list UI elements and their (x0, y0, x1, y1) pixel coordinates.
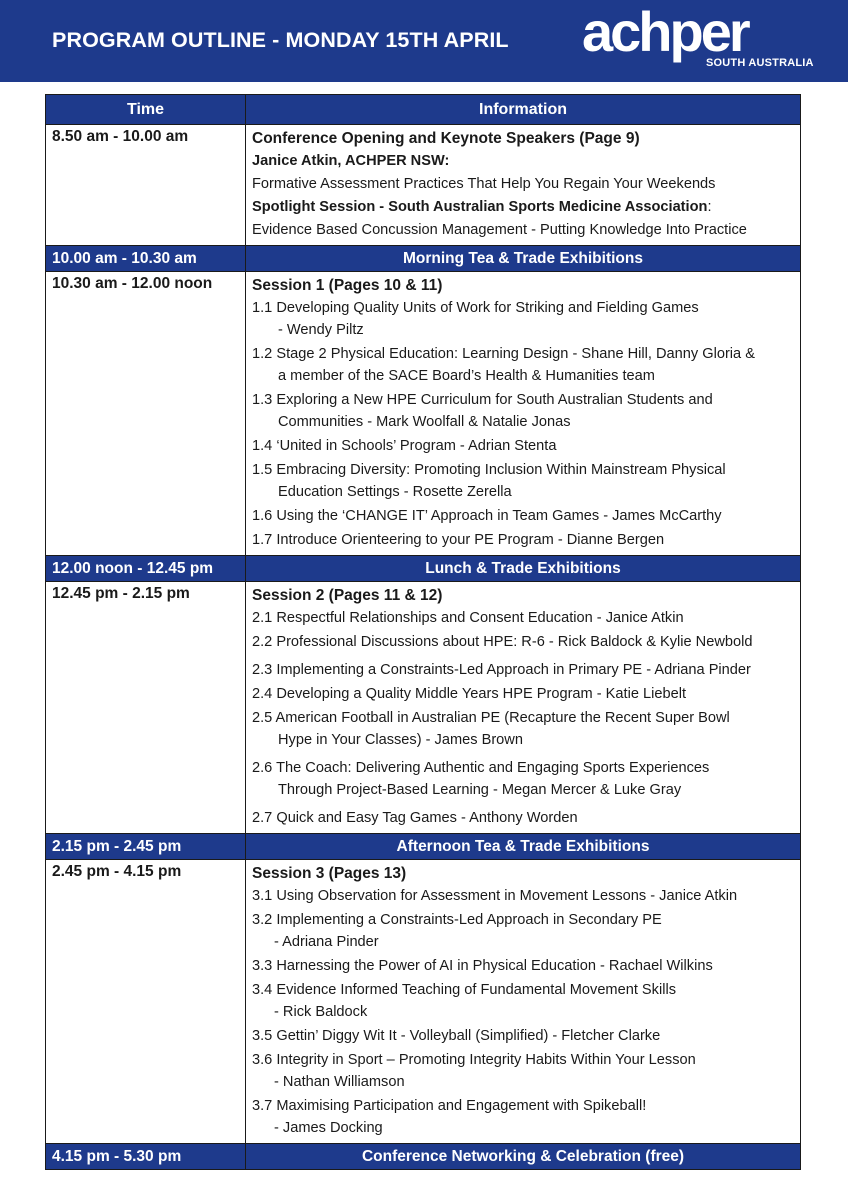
table-row-opening (46, 125, 801, 246)
item-text: 2.7 Quick and Easy Tag Games - Anthony Worden (252, 810, 578, 826)
item-text: 3.6 Integrity in Sport – Promoting Integrity Habits Within Your Lesson (252, 1052, 696, 1068)
time-cell: 12.45 pm - 2.15 pm (46, 582, 246, 834)
item-text: 3.5 Gettin’ Diggy Wit It - Volleyball (Simplified) - Fletcher Clarke (252, 1028, 661, 1044)
table-row-session-2 (46, 582, 801, 834)
table-row-morning-tea (46, 246, 801, 272)
session-title: Session 2 (Pages 11 & 12) (252, 587, 443, 604)
item-text-cont: a member of the SACE Board’s Health & Humanities team (278, 368, 655, 384)
info-cell (246, 860, 801, 1144)
item-text: 1.3 Exploring a New HPE Curriculum for South Australian Students and (252, 392, 713, 408)
break-label: Morning Tea & Trade Exhibitions (246, 246, 801, 272)
info-cell (246, 125, 801, 246)
break-label: Conference Networking & Celebration (free) (246, 1144, 801, 1170)
item-text: 1.5 Embracing Diversity: Promoting Inclusion Within Mainstream Physical (252, 462, 726, 478)
time-cell: 8.50 am - 10.00 am (46, 125, 246, 246)
table-header-row (46, 95, 801, 125)
list-item (252, 683, 794, 705)
achper-logo-subtitle: SOUTH AUSTRALIA (706, 57, 814, 69)
list-item (252, 631, 794, 653)
table-row-networking (46, 1144, 801, 1170)
item-text: 3.4 Evidence Informed Teaching of Fundamental Movement Skills (252, 982, 676, 998)
item-text: 2.6 The Coach: Delivering Authentic and Engaging Sports Experiences (252, 760, 710, 776)
item-text-cont: - Wendy Piltz (278, 322, 364, 338)
list-item (252, 505, 794, 527)
info-cell (246, 582, 801, 834)
item-text-cont: Hype in Your Classes) - James Brown (278, 732, 523, 748)
list-item (252, 885, 794, 907)
item-text: 1.1 Developing Quality Units of Work for Striking and Fielding Games (252, 300, 699, 316)
list-item (252, 297, 794, 341)
item-text: 3.3 Harnessing the Power of AI in Physical Education - Rachael Wilkins (252, 958, 713, 974)
spotlight-colon: : (707, 199, 712, 215)
list-item (252, 1095, 794, 1139)
item-text-cont: - James Docking (274, 1120, 383, 1136)
list-item (252, 459, 794, 503)
page-title: PROGRAM OUTLINE - MONDAY 15TH APRIL (52, 28, 509, 52)
spotlight-line (252, 196, 794, 218)
info-cell (246, 272, 801, 556)
list-item (252, 955, 794, 977)
item-text: 2.1 Respectful Relationships and Consent Education - Janice Atkin (252, 610, 684, 626)
list-item (252, 659, 794, 681)
item-text: 1.7 Introduce Orienteering to your PE Program - Dianne Bergen (252, 532, 665, 548)
item-text-cont: - Adriana Pinder (274, 934, 379, 950)
spotlight-title: Spotlight Session - South Australian Sports Medicine Association (252, 199, 708, 215)
time-column-header: Time (46, 95, 246, 125)
table-row-afternoon-tea (46, 834, 801, 860)
session-title: Session 3 (Pages 13) (252, 865, 407, 882)
list-item (252, 979, 794, 1023)
keynote-speaker: Janice Atkin, ACHPER NSW: (252, 153, 450, 169)
list-item (252, 529, 794, 551)
list-item (252, 1049, 794, 1093)
item-text-cont: - Nathan Williamson (274, 1074, 405, 1090)
time-cell: 10.30 am - 12.00 noon (46, 272, 246, 556)
item-text: 1.6 Using the ‘CHANGE IT’ Approach in Team Games - James McCarthy (252, 508, 722, 524)
table-row-lunch (46, 556, 801, 582)
time-cell: 4.15 pm - 5.30 pm (46, 1144, 246, 1170)
item-text: 1.2 Stage 2 Physical Education: Learning Design - Shane Hill, Danny Gloria & (252, 346, 755, 362)
page-header (0, 0, 848, 82)
list-item (252, 389, 794, 433)
list-item (252, 909, 794, 953)
time-cell: 12.00 noon - 12.45 pm (46, 556, 246, 582)
list-item (252, 435, 794, 457)
item-text-cont: Education Settings - Rosette Zerella (278, 484, 512, 500)
item-text-cont: - Rick Baldock (274, 1004, 368, 1020)
list-item (252, 757, 794, 801)
table-row-session-1 (46, 272, 801, 556)
achper-logo: achper (582, 0, 748, 63)
break-label: Afternoon Tea & Trade Exhibitions (246, 834, 801, 860)
list-item (252, 343, 794, 387)
item-text: 2.2 Professional Discussions about HPE: R-6 - Rick Baldock & Kylie Newbold (252, 634, 753, 650)
break-label: Lunch & Trade Exhibitions (246, 556, 801, 582)
list-item (252, 607, 794, 629)
time-cell: 10.00 am - 10.30 am (46, 246, 246, 272)
item-text: 3.1 Using Observation for Assessment in Movement Lessons - Janice Atkin (252, 888, 738, 904)
time-cell: 2.45 pm - 4.15 pm (46, 860, 246, 1144)
item-text-cont: Through Project-Based Learning - Megan Mercer & Luke Gray (278, 782, 682, 798)
session-title: Session 1 (Pages 10 & 11) (252, 277, 443, 294)
item-text: 3.7 Maximising Participation and Engagement with Spikeball! (252, 1098, 647, 1114)
list-item (252, 707, 794, 751)
item-text-cont: Communities - Mark Woolfall & Natalie Jonas (278, 414, 571, 430)
session-title: Conference Opening and Keynote Speakers (Page 9) (252, 130, 640, 147)
list-item (252, 807, 794, 829)
keynote-talk: Formative Assessment Practices That Help You Regain Your Weekends (252, 176, 716, 192)
item-text: 2.3 Implementing a Constraints-Led Approach in Primary PE - Adriana Pinder (252, 662, 751, 678)
list-item (252, 1025, 794, 1047)
time-cell: 2.15 pm - 2.45 pm (46, 834, 246, 860)
item-text: 2.4 Developing a Quality Middle Years HPE Program - Katie Liebelt (252, 686, 686, 702)
information-column-header: Information (246, 95, 801, 125)
item-text: 2.5 American Football in Australian PE (Recapture the Recent Super Bowl (252, 710, 730, 726)
item-text: 1.4 ‘United in Schools’ Program - Adrian Stenta (252, 438, 557, 454)
spotlight-talk: Evidence Based Concussion Management - Putting Knowledge Into Practice (252, 222, 747, 238)
item-text: 3.2 Implementing a Constraints-Led Approach in Secondary PE (252, 912, 662, 928)
program-table (45, 94, 801, 1170)
table-row-session-3 (46, 860, 801, 1144)
